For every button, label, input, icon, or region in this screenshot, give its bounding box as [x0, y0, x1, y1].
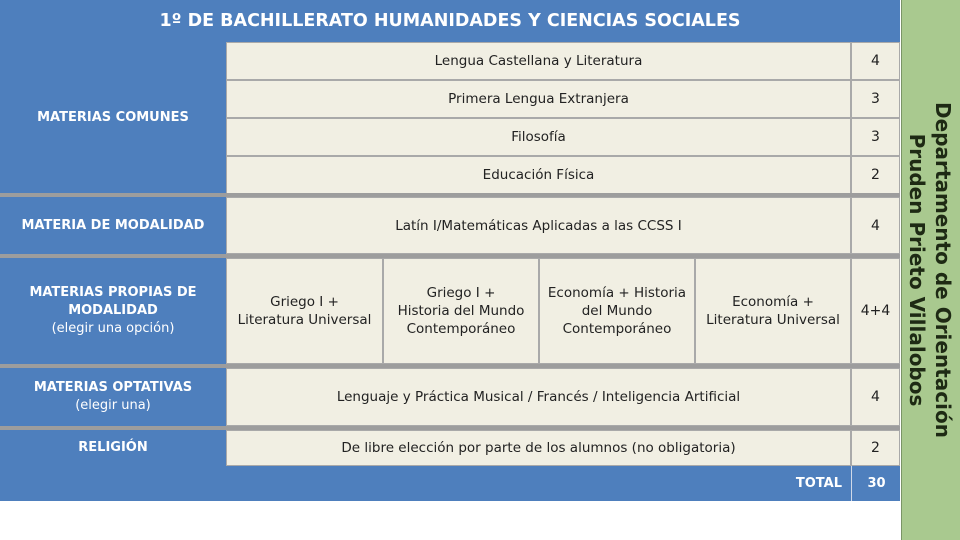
section-header-optativas [0, 368, 226, 426]
table-title: 1º DE BACHILLERATO HUMANIDADES Y CIENCIAS SOCIALES [0, 0, 900, 42]
hours-cell: 3 [851, 118, 900, 156]
option-line: Literatura Universal [706, 312, 840, 328]
option-line: Economía + Historia [547, 285, 687, 301]
subject-cell: Latín I/Matemáticas Aplicadas a las CCSS I [226, 197, 851, 254]
option-line: Historia del Mundo [397, 303, 525, 319]
subject-cell: Filosofía [226, 118, 851, 156]
hours-cell: 4 [851, 197, 900, 254]
subject-cell: Primera Lengua Extranjera [226, 80, 851, 118]
option-line: Literatura Universal [237, 312, 372, 328]
total-value: 30 [851, 466, 901, 501]
option-cell [539, 258, 695, 364]
section-label: MATERIAS OPTATIVAS [33, 380, 193, 395]
hours-cell: 3 [851, 80, 900, 118]
section-sublabel: (elegir una opción) [51, 321, 175, 336]
hours-cell: 4+4 [851, 258, 900, 364]
hours-cell: 2 [851, 430, 900, 466]
sidebar-line-1: Departamento de Orientación [931, 102, 955, 438]
sidebar-caption [904, 102, 956, 438]
option-line: Economía + [732, 294, 814, 310]
hours-cell: 4 [851, 368, 900, 426]
section-header-comunes [0, 42, 226, 193]
hours-cell: 4 [851, 42, 900, 80]
option-line: del Mundo [581, 303, 653, 319]
subject-cell: De libre elección por parte de los alumnos (no obligatoria) [226, 430, 851, 466]
option-cell [226, 258, 383, 364]
option-line: Contemporáneo [562, 321, 672, 337]
option-line: Griego I + [270, 294, 339, 310]
option-line: Griego I + [426, 285, 496, 301]
subject-cell: Educación Física [226, 156, 851, 194]
section-label: RELIGIÓN [78, 440, 148, 455]
subject-cell: Lengua Castellana y Literatura [226, 42, 851, 80]
option-cell [695, 258, 851, 364]
hours-cell: 2 [851, 156, 900, 194]
section-sublabel: (elegir una) [75, 398, 151, 413]
section-header-religion [0, 430, 226, 466]
sidebar-line-2: Pruden Prieto Villalobos [905, 133, 929, 407]
section-header-modalidad [0, 197, 226, 254]
section-label: MATERIA DE MODALIDAD [21, 217, 205, 233]
total-label: TOTAL [795, 476, 842, 491]
subject-cell: Lenguaje y Práctica Musical / Francés / Inteligencia Artificial [226, 368, 851, 426]
section-header-propias [0, 258, 226, 364]
section-label: MATERIAS COMUNES [37, 109, 189, 125]
section-label: MATERIAS PROPIAS DE MODALIDAD [29, 285, 197, 318]
option-cell [383, 258, 539, 364]
option-line: Contemporáneo [406, 321, 516, 337]
